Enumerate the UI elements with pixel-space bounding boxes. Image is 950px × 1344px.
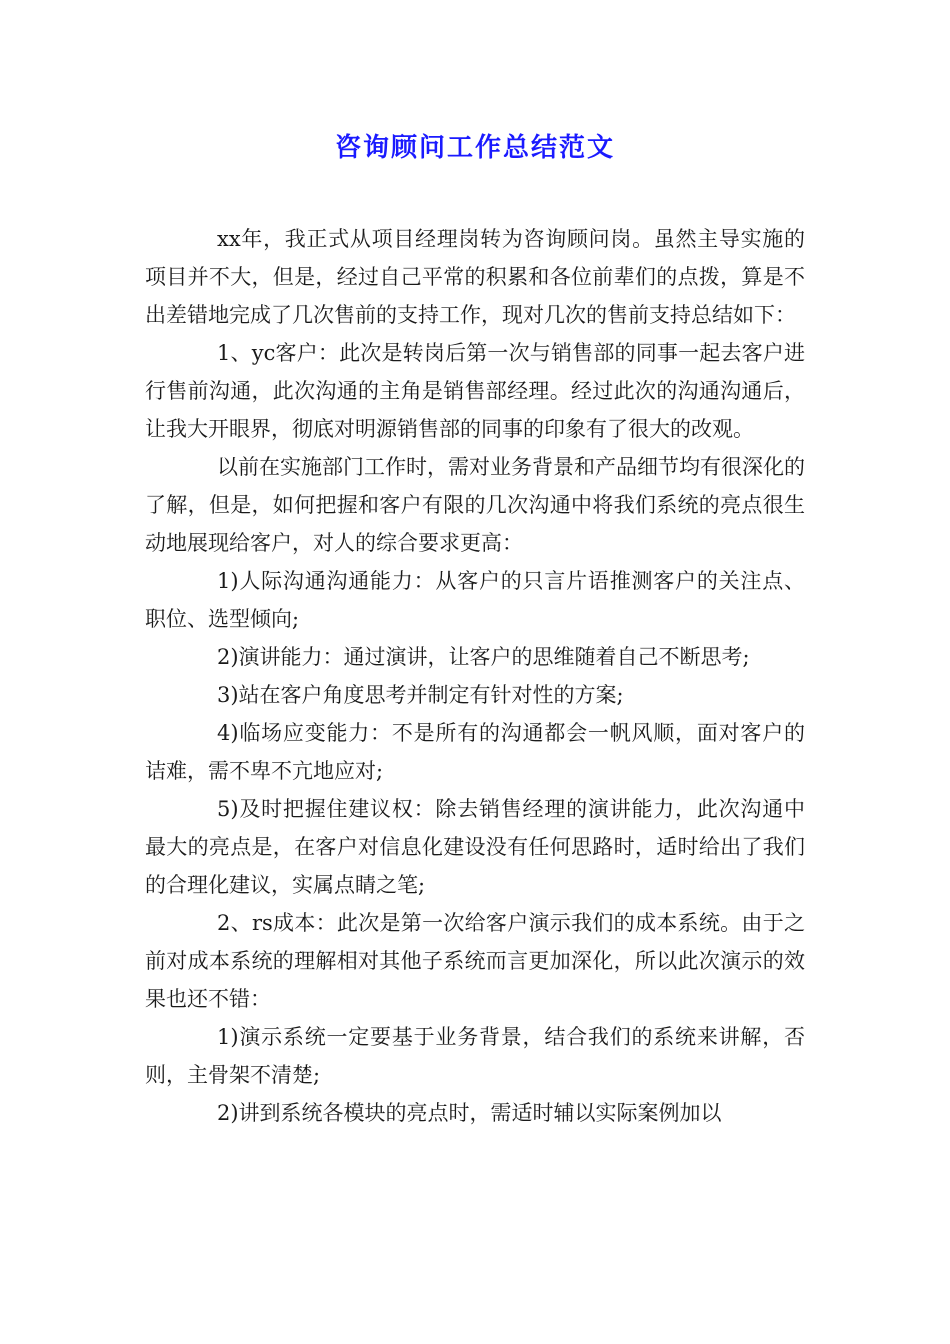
paragraph: 1、yc客户：此次是转岗后第一次与销售部的同事一起去客户进行售前沟通，此次沟通的主角是销售部经理。经过此次的沟通沟通后，让我大开眼界，彻底对明源销售部的同事的印象有了很大的改观。: [145, 341, 805, 441]
document-body: [145, 220, 805, 1132]
paragraph: 以前在实施部门工作时，需对业务背景和产品细节均有很深化的了解，但是，如何把握和客户有限的几次沟通中将我们系统的亮点很生动地展现给客户，对人的综合要求更高：: [145, 455, 805, 555]
paragraph: 2)讲到系统各模块的亮点时，需适时辅以实际案例加以: [217, 1101, 722, 1125]
paragraph: 4)临场应变能力：不是所有的沟通都会一帆风顺，面对客户的诘难，需不卑不亢地应对;: [145, 721, 805, 783]
paragraph: 3)站在客户角度思考并制定有针对性的方案;: [217, 683, 624, 707]
paragraph: 2、rs成本：此次是第一次给客户演示我们的成本系统。由于之前对成本系统的理解相对其他子系统而言更加深化，所以此次演示的效果也还不错：: [145, 911, 805, 1011]
document-title: 咨询顾问工作总结范文: [334, 133, 615, 163]
paragraph: xx年，我正式从项目经理岗转为咨询顾问岗。虽然主导实施的项目并不大，但是，经过自己平常的积累和各位前辈们的点拨，算是不出差错地完成了几次售前的支持工作，现对几次的售前支持总结如下：: [145, 227, 805, 327]
paragraph: 1)演示系统一定要基于业务背景，结合我们的系统来讲解，否则，主骨架不清楚;: [145, 1025, 805, 1087]
paragraph: 1)人际沟通沟通能力：从客户的只言片语推测客户的关注点、职位、选型倾向;: [145, 569, 805, 631]
paragraph: 5)及时把握住建议权：除去销售经理的演讲能力，此次沟通中最大的亮点是，在客户对信息化建设没有任何思路时，适时给出了我们的合理化建议，实属点睛之笔;: [145, 797, 805, 897]
paragraph: 2)演讲能力：通过演讲，让客户的思维随着自己不断思考;: [217, 645, 750, 669]
